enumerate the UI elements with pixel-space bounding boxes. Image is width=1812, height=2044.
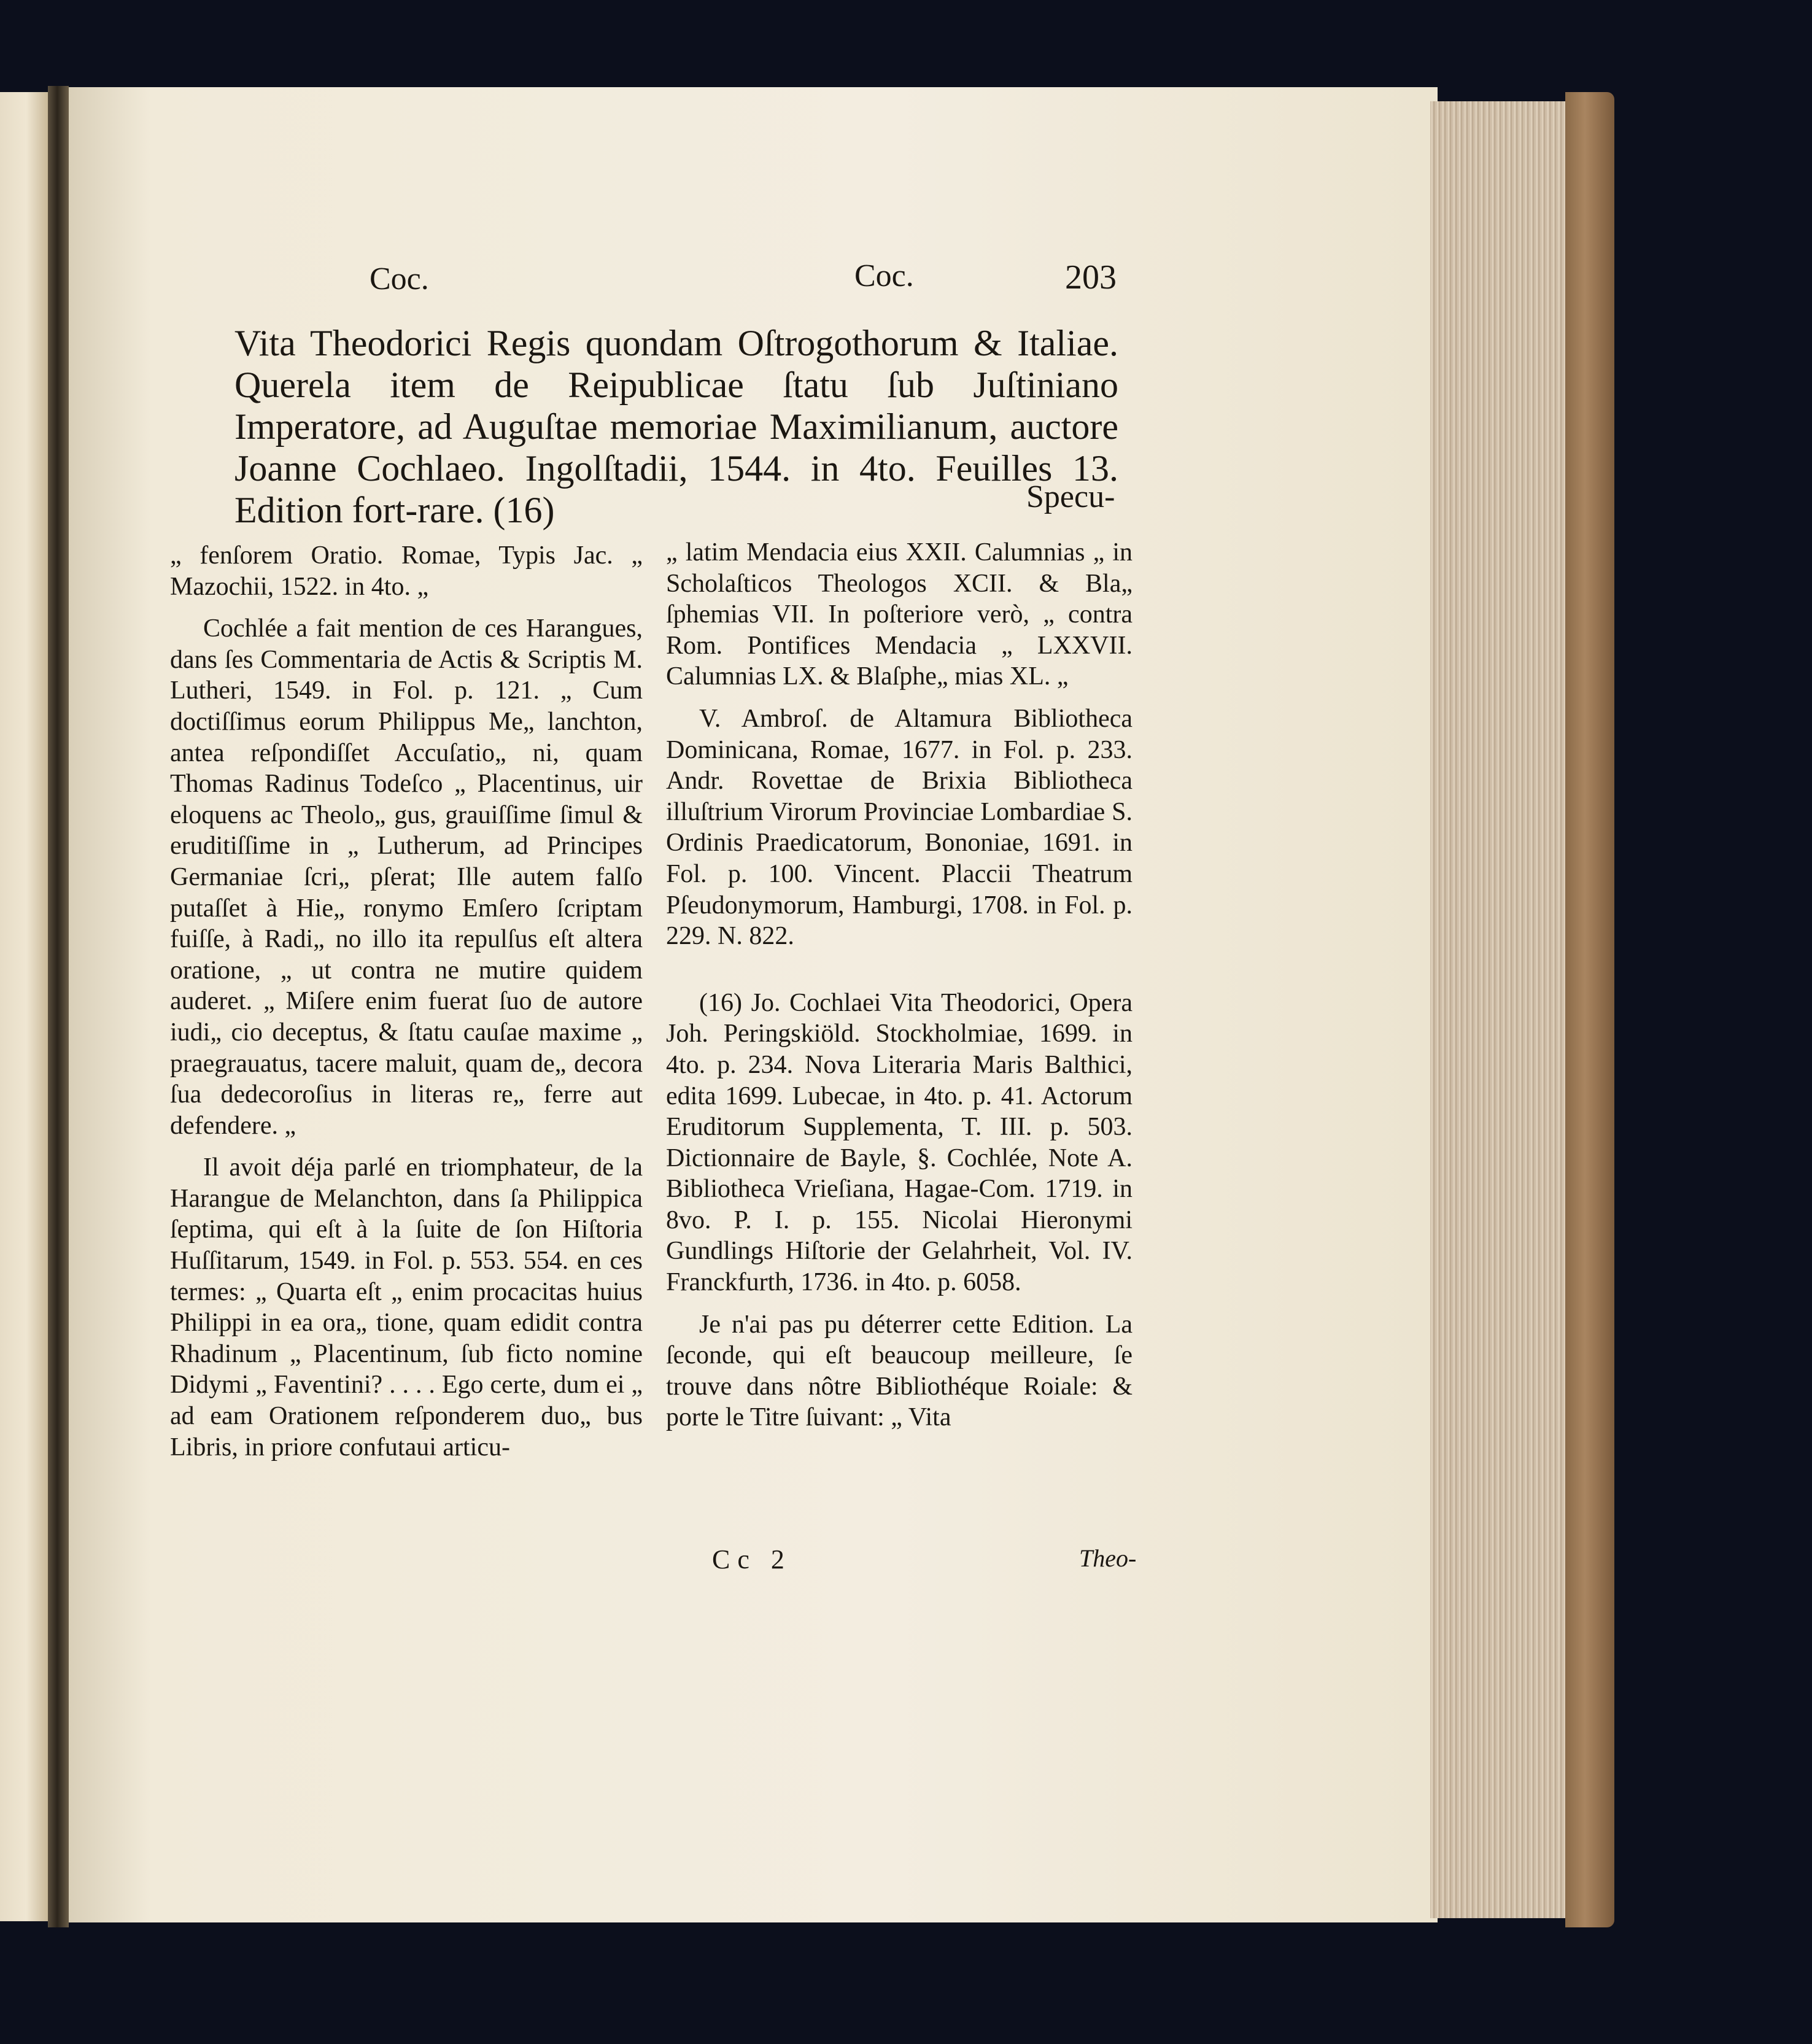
book-cover-edge bbox=[1565, 92, 1614, 1927]
book-gutter bbox=[48, 86, 69, 1927]
right-column bbox=[666, 537, 1132, 1444]
running-head-center: Coc. bbox=[854, 258, 914, 293]
catchword-top: Specu- bbox=[1026, 479, 1115, 514]
right-paragraph: V. Ambroſ. de Altamura Bibliotheca Dominicana, Romae, 1677. in Fol. p. 233. Andr. Rovettae de Brixia Bibliotheca illuſtrium Virorum Provinciae Lombardiae S. Ordinis Praedicatorum, Bononiae, 1691. in Fol. p. 100. Vincent. Placcii Theatrum Pſeudonymorum, Hamburgi, 1708. in Fol. p. 229. N. 822. bbox=[666, 704, 1132, 951]
left-column bbox=[170, 540, 643, 1474]
footnote-16: (16) Jo. Cochlaei Vita Theodorici, Opera Joh. Peringskiöld. Stockholmiae, 1699. in 4to. p. 234. Nova Literaria Maris Balthici, edita 1699. Lubecae, in 4to. p. 41. Actorum Eruditorum Supplementa, T. III. p. 503. Dictionnaire de Bayle, §. Cochlée, Note A. Bibliotheca Vrieſiana, Hagae-Com. 1719. in 8vo. P. I. p. 155. Nicolai Hieronymi Gundlings Hiſtorie der Gelahrheit, Vol. IV. Franckfurth, 1736. in 4to. p. 6058. bbox=[666, 988, 1132, 1297]
left-page-edge bbox=[0, 92, 48, 1921]
signature-mark: Cc 2 bbox=[712, 1544, 792, 1574]
right-paragraph: Je n'ai pas pu déterrer cette Edition. La ſeconde, qui eſt beaucoup meilleure, ſe trouve dans nôtre Bibliothéque Roiale: & porte le Titre ſuivant: „ Vita bbox=[666, 1310, 1132, 1432]
page-number: 203 bbox=[1065, 258, 1117, 296]
left-paragraph: Il avoit déja parlé en triomphateur, de la Harangue de Melanchton, dans ſa Philippica ſeptima, qui eſt à la ſuite de ſon Hiſtoria Huſſitarum, 1549. in Fol. p. 553. 554. en ces termes: „ Quarta eſt „ enim procacitas huius Philippi in ea ora„ tione, quam edidit contra Rhadinum „ Placentinum, ſub ficto nomine Didymi „ Faventini? . . . . Ego certe, dum ei „ ad eam Orationem reſponderem duo„ bus Libris, in priore confutaui articu- bbox=[170, 1153, 643, 1461]
page-edges bbox=[1430, 101, 1571, 1918]
left-paragraph: „ fenſorem Oratio. Romae, Typis Jac. „ Mazochii, 1522. in 4to. „ bbox=[170, 541, 643, 601]
right-paragraph: „ latim Mendacia eius XXII. Calumnias „ in Scholaſticos Theologos XCII. & Bla„ ſphemias VII. In poſteriore verò, „ contra Rom. Pontifices Mendacia „ LXXVII. Calumnias LX. & Blaſphe„ mias XL. „ bbox=[666, 538, 1132, 691]
catchword-bottom: Theo- bbox=[1079, 1544, 1137, 1572]
running-head-left: Coc. bbox=[370, 261, 429, 296]
left-paragraph: Cochlée a fait mention de ces Harangues, dans ſes Commentaria de Actis & Scriptis M. Lutheri, 1549. in Fol. p. 121. „ Cum doctiſſimus eorum Philippus Me„ lanchton, antea reſpondiſſet Accuſatio„ ni, quam Thomas Radinus Todeſco „ Placentinus, uir eloquens ac Theolo„ gus, grauiſſime ſimul & eruditiſſime in „ Lutherum, ad Principes Germaniae ſcri„ pſerat; Ille autem falſo putaſſet à Hie„ ronymo Emſero ſcriptam fuiſſe, à Radi„ no illo ita repulſus eſt altera oratione, „ ut contra ne mutire quidem auderet. „ Miſere enim fuerat ſuo de autore iudi„ cio deceptus, & ſtatu cauſae maxime „ praegrauatus, tacere maluit, quam de„ decora ſua dedecoroſius in literas re„ ferre aut defendere. „ bbox=[170, 614, 643, 1140]
book-title-entry: Vita Theodorici Regis quondam Oſtrogothorum & Italiae. Querela item de Reipublicae ſtatu ſub Juſtiniano Imperatore, ad Auguſtae memoriae Maximilianum, auctore Joanne Cochlaeo. Ingolſtadii, 1544. in 4to. Feuilles 13. Edition fort-rare. (16) bbox=[234, 323, 1118, 530]
